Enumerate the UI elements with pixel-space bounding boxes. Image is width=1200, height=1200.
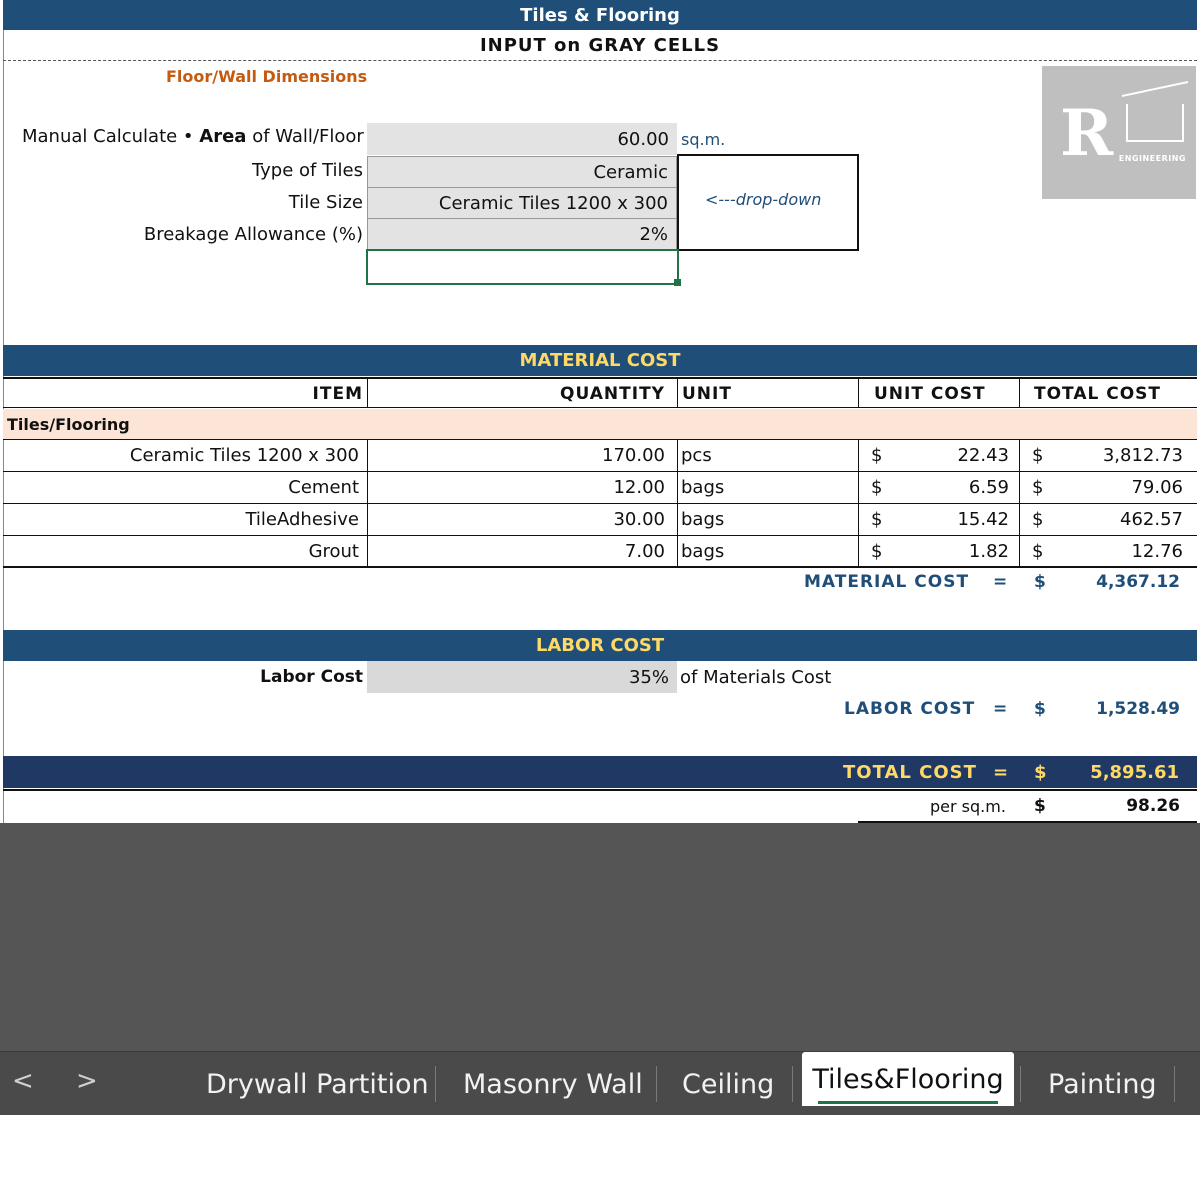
item-name: Cement [288,477,359,498]
tab-separator [656,1066,657,1102]
tile-size-dropdown[interactable]: Ceramic Tiles 1200 x 300 [367,187,677,219]
tab-painting[interactable]: Painting [1048,1068,1157,1100]
area-label [22,126,364,147]
labor-cost-label: Labor Cost [260,667,363,687]
labor-equals: = [993,699,1009,719]
area-label-bold: Area [199,126,247,147]
col-divider [1019,440,1020,471]
col-divider [1019,536,1020,567]
labor-cost-header: LABOR COST [3,630,1197,661]
fill-handle[interactable] [674,279,681,286]
item-currency: $ [871,541,883,562]
next-sheet-icon[interactable]: > [76,1066,98,1096]
labor-currency: $ [1034,699,1047,719]
sheet-empty-area [0,823,1200,1051]
item-unit-cost: 6.59 [968,477,1009,498]
total-cost-value: 5,895.61 [1090,761,1179,783]
per-sqm-value: 98.26 [1126,796,1180,816]
item-quantity: 7.00 [624,541,665,562]
tile-type-dropdown[interactable]: Ceramic [367,156,677,188]
tab-separator [1020,1066,1021,1102]
active-tab-indicator [818,1101,998,1104]
material-table-header [3,377,1197,408]
item-currency: $ [871,477,883,498]
item-currency: $ [871,509,883,530]
item-name: TileAdhesive [245,509,359,530]
table-row[interactable] [3,504,1197,536]
col-divider [677,472,678,503]
material-cost-summary-label: MATERIAL COST [804,572,970,592]
material-cost-total: 4,367.12 [1096,572,1180,592]
item-currency: $ [1032,541,1044,562]
col-divider [677,504,678,535]
labor-cost-summary-label: LABOR COST [844,699,976,719]
breakage-label: Breakage Allowance (%) [143,224,363,245]
material-currency: $ [1034,572,1047,592]
col-divider [367,440,368,471]
sheet-title: Tiles & Flooring [3,0,1197,30]
col-divider [858,536,859,567]
table-row[interactable] [3,440,1197,472]
item-quantity: 170.00 [602,445,665,466]
sheet-tab-bar [0,1051,1200,1115]
area-input[interactable]: 60.00 [367,123,677,155]
labor-percent-input[interactable]: 35% [367,661,677,693]
col-unit-cost: UNIT COST [874,383,986,404]
tab-tiles-flooring[interactable]: Tiles&Flooring [802,1052,1014,1106]
total-cost-label: TOTAL COST [843,761,977,783]
col-quantity: QUANTITY [560,383,665,404]
area-label-prefix: Manual Calculate • [22,126,194,147]
item-unit: bags [681,477,725,498]
logo-house-shape [1126,104,1184,142]
col-divider [367,472,368,503]
tab-separator [1174,1066,1175,1102]
item-currency: $ [1032,445,1044,466]
col-divider [1019,472,1020,503]
item-name: Grout [308,541,359,562]
item-total: 79.06 [1131,477,1183,498]
area-unit: sq.m. [681,130,726,149]
col-total-cost: TOTAL COST [1034,383,1161,404]
per-sqm-label: per sq.m. [930,797,1006,816]
tab-separator [792,1066,793,1102]
company-logo [1042,66,1196,199]
item-unit-cost: 15.42 [957,509,1009,530]
logo-text: ENGINEERING [1118,154,1186,163]
total-currency: $ [1034,761,1047,783]
col-item: ITEM [312,383,363,404]
material-equals: = [993,572,1009,592]
group-tiles-flooring: Tiles/Flooring [3,409,1197,440]
item-quantity: 12.00 [613,477,665,498]
col-divider [858,504,859,535]
item-unit: bags [681,509,725,530]
item-name: Ceramic Tiles 1200 x 300 [129,445,359,466]
col-divider [677,440,678,471]
total-cost-bar [3,756,1197,788]
col-divider [858,379,859,408]
tab-masonry-wall[interactable]: Masonry Wall [463,1068,643,1100]
breakage-input[interactable]: 2% [367,218,677,250]
item-currency: $ [1032,509,1044,530]
col-divider [367,504,368,535]
col-divider [367,379,368,408]
tab-ceiling[interactable]: Ceiling [682,1068,775,1100]
tile-type-label: Type of Tiles [251,160,363,181]
col-divider [677,536,678,567]
item-unit: bags [681,541,725,562]
item-currency: $ [871,445,883,466]
item-quantity: 30.00 [613,509,665,530]
col-unit: UNIT [682,383,732,404]
table-row[interactable] [3,472,1197,504]
total-equals: = [993,761,1009,783]
col-divider [677,379,678,408]
logo-letter: R [1060,96,1114,171]
dropdown-note: <---drop-down [705,190,822,209]
col-divider [1019,504,1020,535]
col-divider [858,472,859,503]
item-total: 12.76 [1131,541,1183,562]
labor-cost-total: 1,528.49 [1096,699,1180,719]
item-total: 462.57 [1120,509,1183,530]
input-instruction: INPUT on GRAY CELLS [3,30,1197,61]
labor-percent-suffix: of Materials Cost [680,667,832,688]
item-currency: $ [1032,477,1044,498]
item-unit-cost: 22.43 [957,445,1009,466]
selected-cell[interactable] [366,249,679,285]
tab-separator [435,1066,436,1102]
dimensions-section-label: Floor/Wall Dimensions [166,67,368,86]
tab-drywall-partition[interactable]: Drywall Partition [206,1068,429,1100]
item-total: 3,812.73 [1102,445,1183,466]
area-label-suffix: of Wall/Floor [252,126,364,147]
col-divider [1019,379,1020,408]
col-divider [858,440,859,471]
tile-size-label: Tile Size [288,192,363,213]
per-sqm-currency: $ [1034,796,1047,816]
item-unit: pcs [681,445,712,466]
total-underline [3,789,1197,791]
item-unit-cost: 1.82 [968,541,1009,562]
col-divider [367,536,368,567]
material-cost-header: MATERIAL COST [3,345,1197,376]
table-row[interactable] [3,536,1197,568]
prev-sheet-icon[interactable]: < [12,1066,34,1096]
